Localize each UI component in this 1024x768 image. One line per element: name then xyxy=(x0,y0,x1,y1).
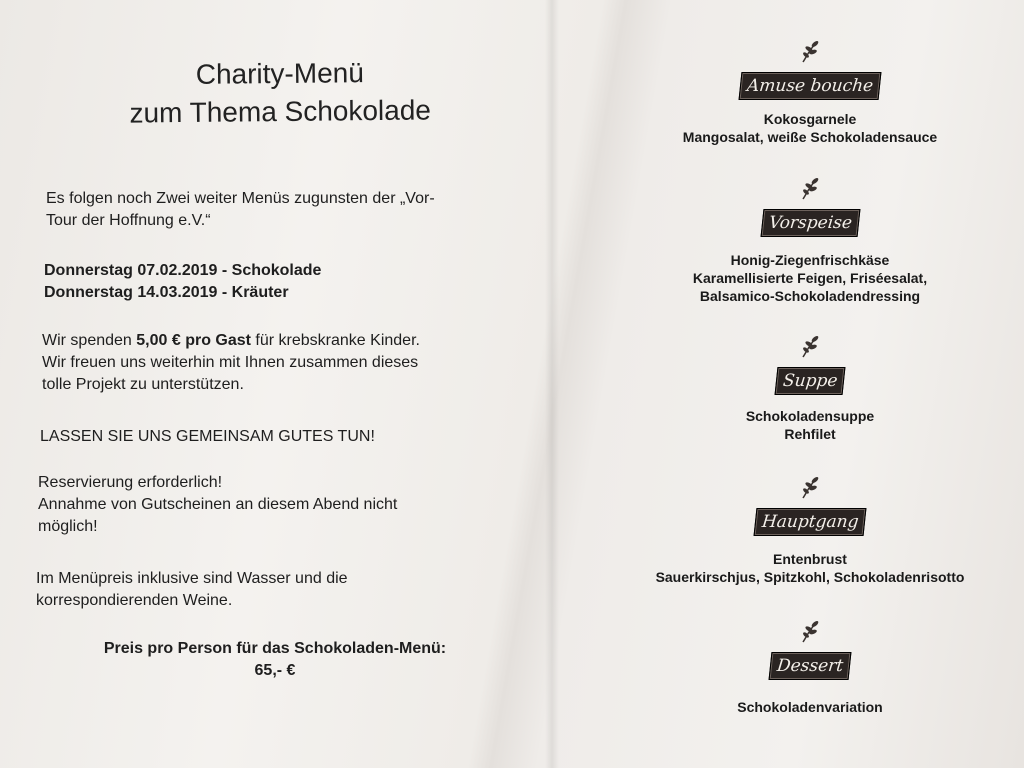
course-amuse-bouche xyxy=(600,38,1020,146)
reservation-line: Reservierung erforderlich! xyxy=(38,474,223,491)
price-label: Preis pro Person für das Schokoladen-Menü: xyxy=(103,640,447,657)
course-vorspeise xyxy=(600,175,1020,305)
dish-line: Kokosgarnele xyxy=(763,111,857,127)
dish-line: Karamellisierte Feigen, Friséesalat, xyxy=(692,270,928,286)
dish-line: Honig-Ziegenfrischkäse xyxy=(730,252,890,268)
dish-line: Schokoladenvariation xyxy=(737,699,883,715)
donation-line-2: Wir freuen uns weiterhin mit Ihnen zusammen dieses xyxy=(42,354,419,371)
leaf-sprig-icon xyxy=(797,474,823,500)
course-badge: Vorspeise xyxy=(760,209,860,237)
leaf-sprig-icon xyxy=(797,175,823,201)
page-title xyxy=(60,53,501,134)
paper-fold xyxy=(545,0,559,768)
included-line-2: korrespondierenden Weine. xyxy=(36,592,233,609)
dish-line: Rehfilet xyxy=(784,426,836,442)
leaf-sprig-icon xyxy=(797,618,823,644)
course-badge: Suppe xyxy=(774,367,845,395)
dish-line: Entenbrust xyxy=(773,551,847,567)
dish-line: Sauerkirschjus, Spitzkohl, Schokoladenrisotto xyxy=(655,569,965,585)
vouchers-line-1: Annahme von Gutscheinen an diesem Abend nicht xyxy=(38,496,398,513)
course-badge: Dessert xyxy=(768,652,851,680)
price-block xyxy=(40,638,510,682)
donation-suffix: für krebskranke Kinder. xyxy=(250,332,420,349)
right-page xyxy=(560,0,1024,768)
dish-line: Schokoladensuppe xyxy=(745,408,875,424)
donation-line-1 xyxy=(42,330,506,352)
price-value: 65,- € xyxy=(254,662,296,679)
intro-text xyxy=(46,188,506,232)
course-dessert xyxy=(600,618,1020,716)
donation-prefix: Wir spenden xyxy=(42,332,137,349)
leaf-sprig-icon xyxy=(797,333,823,359)
course-badge: Hauptgang xyxy=(753,508,866,536)
slogan: LASSEN SIE UNS GEMEINSAM GUTES TUN! xyxy=(40,428,375,445)
event-date-1: Donnerstag 07.02.2019 - Schokolade xyxy=(44,262,322,279)
leaf-sprig-icon xyxy=(797,38,823,64)
donation-amount: 5,00 € pro Gast xyxy=(136,332,251,349)
dish-line: Balsamico-Schokoladendressing xyxy=(699,288,921,304)
event-dates xyxy=(44,260,504,304)
intro-line-2: Tour der Hoffnung e.V.“ xyxy=(46,212,211,229)
title-line-1: Charity-Menü xyxy=(195,57,364,90)
event-date-2: Donnerstag 14.03.2019 - Kräuter xyxy=(44,284,289,301)
course-badge: Amuse bouche xyxy=(738,72,881,100)
vouchers-line-2: möglich! xyxy=(38,518,98,535)
course-suppe xyxy=(600,333,1020,443)
intro-line-1: Es folgen noch Zwei weiter Menüs zugunsten der „Vor- xyxy=(46,190,435,207)
course-hauptgang xyxy=(600,474,1020,586)
dish-line: Mangosalat, weiße Schokoladensauce xyxy=(682,129,938,145)
reservation-text xyxy=(38,472,504,538)
included-text xyxy=(36,568,504,612)
donation-text xyxy=(42,330,506,396)
title-line-2: zum Thema Schokolade xyxy=(129,94,432,129)
included-line-1: Im Menüpreis inklusive sind Wasser und die xyxy=(36,570,348,587)
donation-line-3: tolle Projekt zu unterstützen. xyxy=(42,376,244,393)
